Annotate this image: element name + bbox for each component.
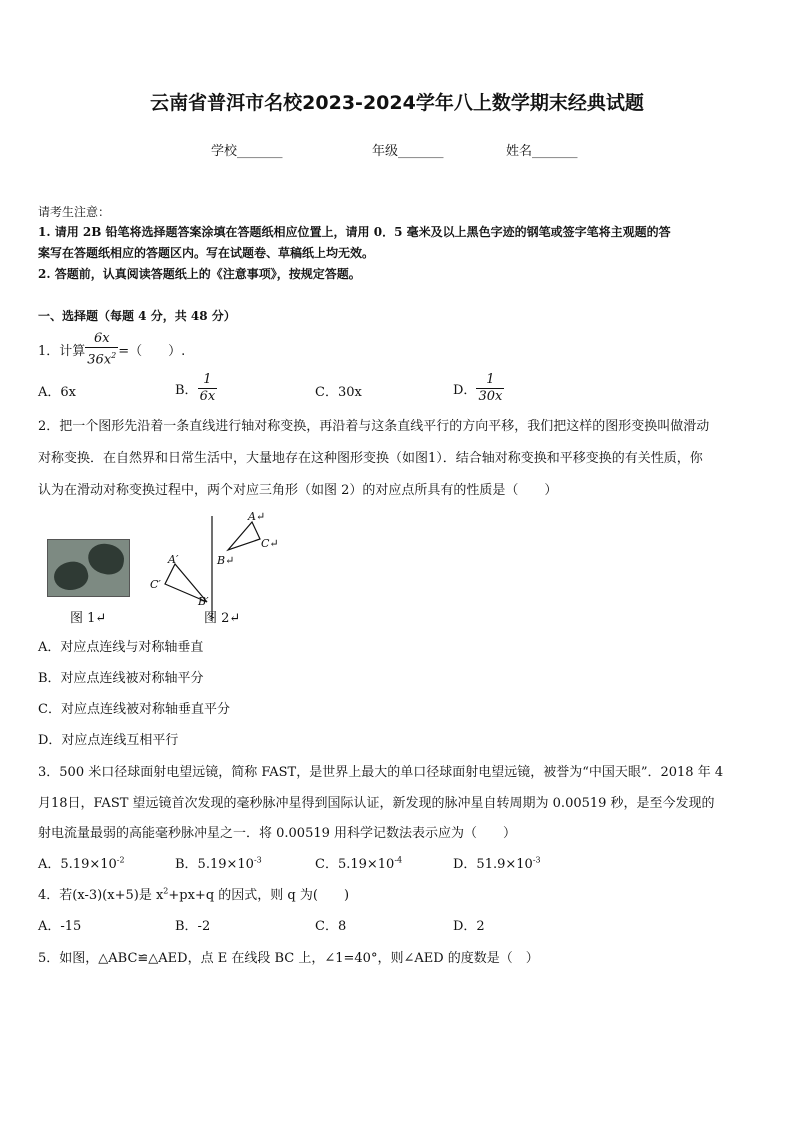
q5-stem: 5．如图，△ABC≌△AED，点 E 在线段 BC 上，∠1=40°，则∠AED 的度数是（ ） <box>38 951 539 966</box>
q2-option-c: C．对应点连线被对称轴垂直平分 <box>38 702 230 717</box>
q4-stem <box>38 884 349 903</box>
q2-line-2: 对称变换．在自然界和日常生活中，大量地存在这种图形变换（如图1）．结合轴对称变换和平移变换的有关性质，你 <box>38 451 703 466</box>
page-title: 云南省普洱市名校2023-2024学年八上数学期末经典试题 <box>150 92 644 114</box>
point-a-prime-label: A′ <box>168 553 179 566</box>
point-c-label: C↵ <box>261 537 279 550</box>
section-heading: 一、选择题（每题 4 分，共 48 分） <box>38 309 236 323</box>
leaf-shape-right <box>86 541 127 577</box>
q1-option-a: A．6x <box>38 385 76 400</box>
q3-line-3: 射电流量最弱的高能毫秒脉冲星之一．将 0.00519 用科学记数法表示应为（ ） <box>38 826 517 841</box>
point-a-label: A↵ <box>248 510 266 523</box>
q4-option-d: D．2 <box>453 919 485 934</box>
triangle-abc <box>228 522 260 550</box>
q3-d-exponent: -3 <box>532 855 541 865</box>
q4-option-c: C．8 <box>315 919 347 934</box>
notice-line-1b: 案写在答题纸相应的答题区内。写在试题卷、草稿纸上均无效。 <box>38 246 375 260</box>
q2-option-b: B．对应点连线被对称轴平分 <box>38 671 204 686</box>
q3-option-d <box>453 853 541 872</box>
notice-line-1a: 1. 请用 2B 铅笔将选择题答案涂填在答题纸相应位置上，请用 0．5 毫米及以上黑色字迹的钢笔或签字笔将主观题的答 <box>38 225 671 239</box>
q4-stem-part-b: +px+q 的因式，则 q 为( ) <box>168 888 350 903</box>
q1-numerator: 6x <box>93 331 110 346</box>
q3-option-a <box>38 853 125 872</box>
q1-den-base: 36x <box>87 352 112 368</box>
q2-line-3: 认为在滑动对称变换过程中，两个对应三角形（如图 2）的对应点所具有的性质是（ ） <box>38 483 558 498</box>
school-field: 学校_______ <box>211 144 283 159</box>
notice-line-2: 2. 答题前，认真阅读答题纸上的《注意事项》，按规定答题。 <box>38 267 361 281</box>
q3-d-base: D．51.9×10 <box>453 857 533 872</box>
q4-option-b: B．-2 <box>175 919 211 934</box>
q4-option-a: A．-15 <box>38 919 82 934</box>
q1-d-den: 30x <box>478 389 503 404</box>
question-1-stem <box>38 331 185 368</box>
q3-line-2: 月18日，FAST 望远镜首次发现的毫秒脉冲星得到国际认证，新发现的脉冲星自转周期为 0.00519 秒，是至今发现的 <box>38 796 715 811</box>
q3-a-exponent: -2 <box>116 855 125 865</box>
q1-b-den: 6x <box>199 389 216 404</box>
q1-option-c: C．30x <box>315 385 362 400</box>
q3-option-c <box>315 853 402 872</box>
q3-a-base: A．5.19×10 <box>38 857 117 872</box>
q1-prefix: 1．计算 <box>38 344 86 360</box>
q1-d-num: 1 <box>486 372 495 387</box>
q1-option-b-label: B． <box>175 383 198 398</box>
q1-option-b <box>175 372 217 405</box>
q1-denominator <box>85 347 118 368</box>
figure-1-caption: 图 1↵ <box>70 611 107 626</box>
q4-stem-part-a: 4．若(x-3)(x+5)是 x <box>38 888 164 903</box>
q1-option-d-label: D． <box>453 383 477 398</box>
notice-heading: 请考生注意： <box>38 205 111 219</box>
q4-stem-exponent: 2 <box>163 886 169 896</box>
q3-c-base: C．5.19×10 <box>315 857 395 872</box>
grade-field: 年级_______ <box>372 144 444 159</box>
q1-fraction <box>85 331 118 368</box>
q3-b-exponent: -3 <box>253 855 262 865</box>
q3-line-1: 3．500 米口径球面射电望远镜，简称 FAST，是世界上最大的单口径球面射电望远镜，被誉为“中国天眼”．2018 年 4 <box>38 765 724 780</box>
q3-c-exponent: -4 <box>394 855 403 865</box>
q1-option-d <box>453 372 504 405</box>
point-c-prime-label: C′ <box>150 578 161 591</box>
q1-option-d-fraction <box>476 372 504 405</box>
leaf-shape-left <box>51 558 91 594</box>
q1-option-b-fraction <box>198 372 218 405</box>
figure-2-caption: 图 2↵ <box>204 611 241 626</box>
point-b-label: B↵ <box>217 554 235 567</box>
q2-option-d: D．对应点连线互相平行 <box>38 733 179 748</box>
figure-1-leaf-photo <box>47 539 130 597</box>
name-field: 姓名_______ <box>506 144 578 159</box>
q3-b-base: B．5.19×10 <box>175 857 254 872</box>
q1-b-num: 1 <box>203 372 212 387</box>
q2-line-1: 2．把一个图形先沿着一条直线进行轴对称变换，再沿着与这条直线平行的方向平移，我们把这样的图形变换叫做滑动 <box>38 419 710 434</box>
q1-suffix: =（ ）. <box>118 344 186 360</box>
point-b-prime-label: B′ <box>198 595 209 608</box>
q3-option-b <box>175 853 262 872</box>
q2-option-a: A．对应点连线与对称轴垂直 <box>38 640 204 655</box>
q1-den-exponent: 2 <box>111 351 117 360</box>
